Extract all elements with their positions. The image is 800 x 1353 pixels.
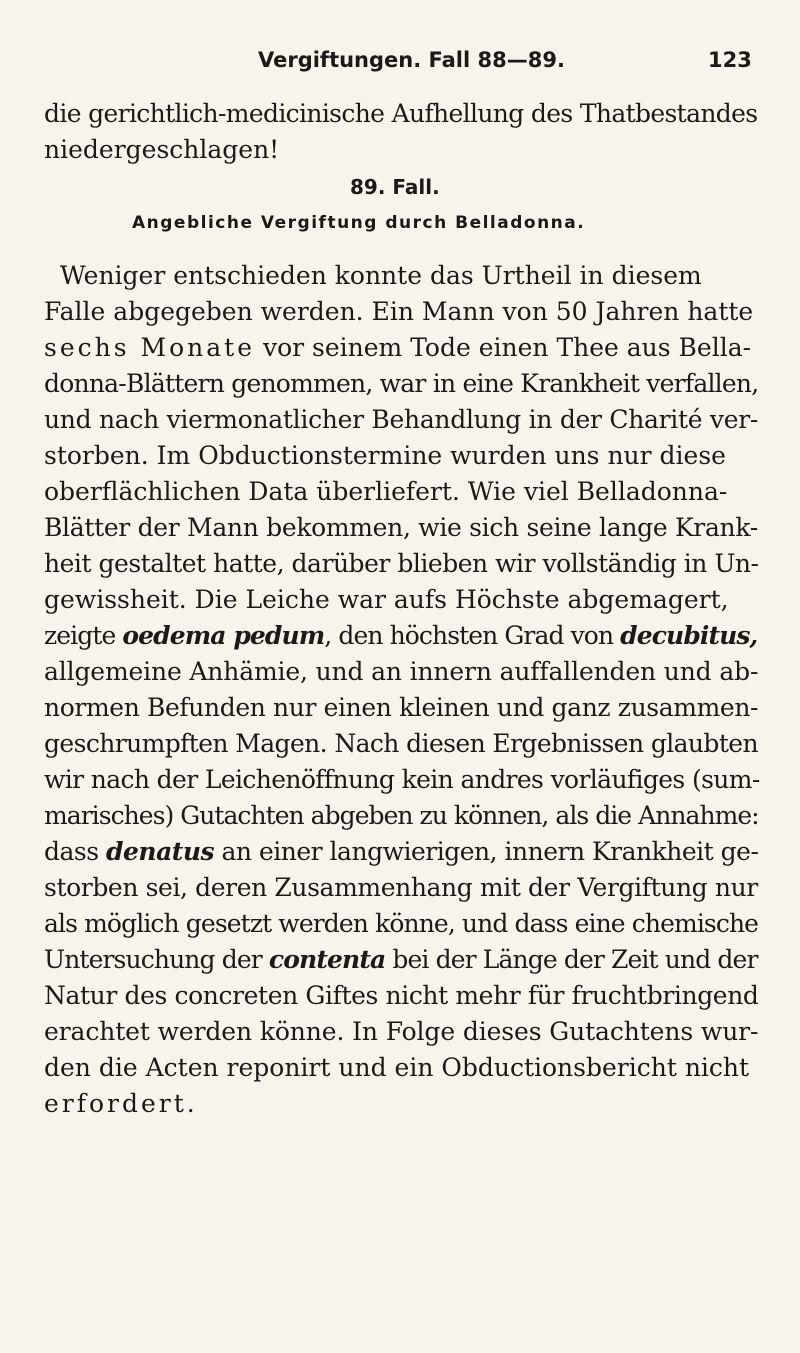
text-line (44, 546, 759, 582)
text-run: Weniger entschieden konnte das Urtheil in diesem (60, 261, 702, 290)
text-line (44, 690, 759, 726)
text-run: storben. Im Obductionstermine wurden uns nur diese (44, 441, 726, 470)
text-line (44, 366, 759, 402)
text-line (44, 1086, 744, 1122)
text-run: donna-Blättern genommen, war in eine Krankheit verfallen, (44, 369, 759, 398)
text-run: Untersuchung der (44, 945, 269, 974)
text-line (44, 762, 760, 798)
text-run: marisches) Gutachten abgeben zu können, als die Annahme: (44, 801, 759, 830)
text-line (44, 438, 744, 474)
case-subtitle: Angebliche Vergiftung durch Belladonna. (132, 213, 586, 233)
text-run: zeigte (44, 621, 123, 650)
text-line (44, 510, 758, 546)
text-run: wir nach der Leichenöffnung kein andres vorläufiges (sum- (44, 765, 760, 794)
text-line (44, 834, 759, 870)
text-run: gewissheit. Die Leiche war aufs Höchste abgemagert, (44, 585, 729, 614)
italic-term: oedema pedum (122, 621, 325, 650)
italic-term: contenta (268, 945, 386, 974)
spaced-emphasis: sechs Monate (44, 333, 255, 362)
text-run: normen Befunden nur einen kleinen und ganz zusammen- (44, 693, 759, 722)
text-run: geschrumpften Magen. Nach diesen Ergebnissen glaubten (44, 729, 758, 758)
text-run: und nach viermonatlicher Behandlung in der Charité ver- (44, 405, 759, 434)
text-line (44, 474, 744, 510)
running-head-title: Vergiftungen. Fall 88—89. (258, 48, 565, 72)
text-run: Blätter der Mann bekommen, wie sich seine lange Krank- (44, 513, 758, 542)
text-run: bei der Länge der Zeit und der (385, 945, 758, 974)
text-run: allgemeine Anhämie, und an innern auffallenden und ab- (44, 657, 759, 686)
text-run: Falle abgegeben werden. Ein Mann von 50 Jahren hatte (44, 297, 754, 326)
text-line (60, 258, 760, 294)
intro-line: die gerichtlich-medicinische Aufhellung des Thatbestandes (44, 99, 758, 128)
text-line (44, 582, 744, 618)
italic-term: denatus (106, 837, 215, 866)
text-run: vor seinem Tode einen Thee aus Bella- (255, 333, 752, 362)
text-line (44, 294, 754, 330)
text-line (44, 1050, 750, 1086)
spaced-emphasis: erfordert. (44, 1089, 198, 1118)
text-line (44, 870, 758, 906)
text-run: Natur des concreten Giftes nicht mehr für fruchtbringend (44, 981, 759, 1010)
text-line (44, 618, 758, 654)
text-line (44, 798, 759, 834)
text-line (44, 1014, 759, 1050)
text-run: heit gestaltet hatte, darüber blieben wir vollständig in Un- (44, 549, 759, 578)
text-run: , den höchsten Grad von (324, 621, 621, 650)
text-line (44, 978, 759, 1014)
text-run: den die Acten reponirt und ein Obductionsbericht nicht (44, 1053, 750, 1082)
text-run: dass (44, 837, 107, 866)
text-run: an einer langwierigen, innern Krankheit ge- (214, 837, 759, 866)
case-heading: 89. Fall. (350, 175, 440, 199)
text-line (44, 942, 758, 978)
text-line (44, 906, 759, 942)
text-line (44, 330, 752, 366)
text-line (44, 402, 759, 438)
text-run: storben sei, deren Zusammenhang mit der Vergiftung nur (44, 873, 758, 902)
text-line (44, 726, 758, 762)
text-run: als möglich gesetzt werden könne, und dass eine chemische (44, 909, 759, 938)
text-line (44, 654, 759, 690)
intro-line: niedergeschlagen! (44, 135, 280, 164)
text-run: erachtet werden könne. In Folge dieses Gutachtens wur- (44, 1017, 759, 1046)
text-run: oberflächlichen Data überliefert. Wie viel Belladonna- (44, 477, 728, 506)
italic-term: decubitus, (620, 621, 758, 650)
page-number: 123 (708, 48, 752, 72)
